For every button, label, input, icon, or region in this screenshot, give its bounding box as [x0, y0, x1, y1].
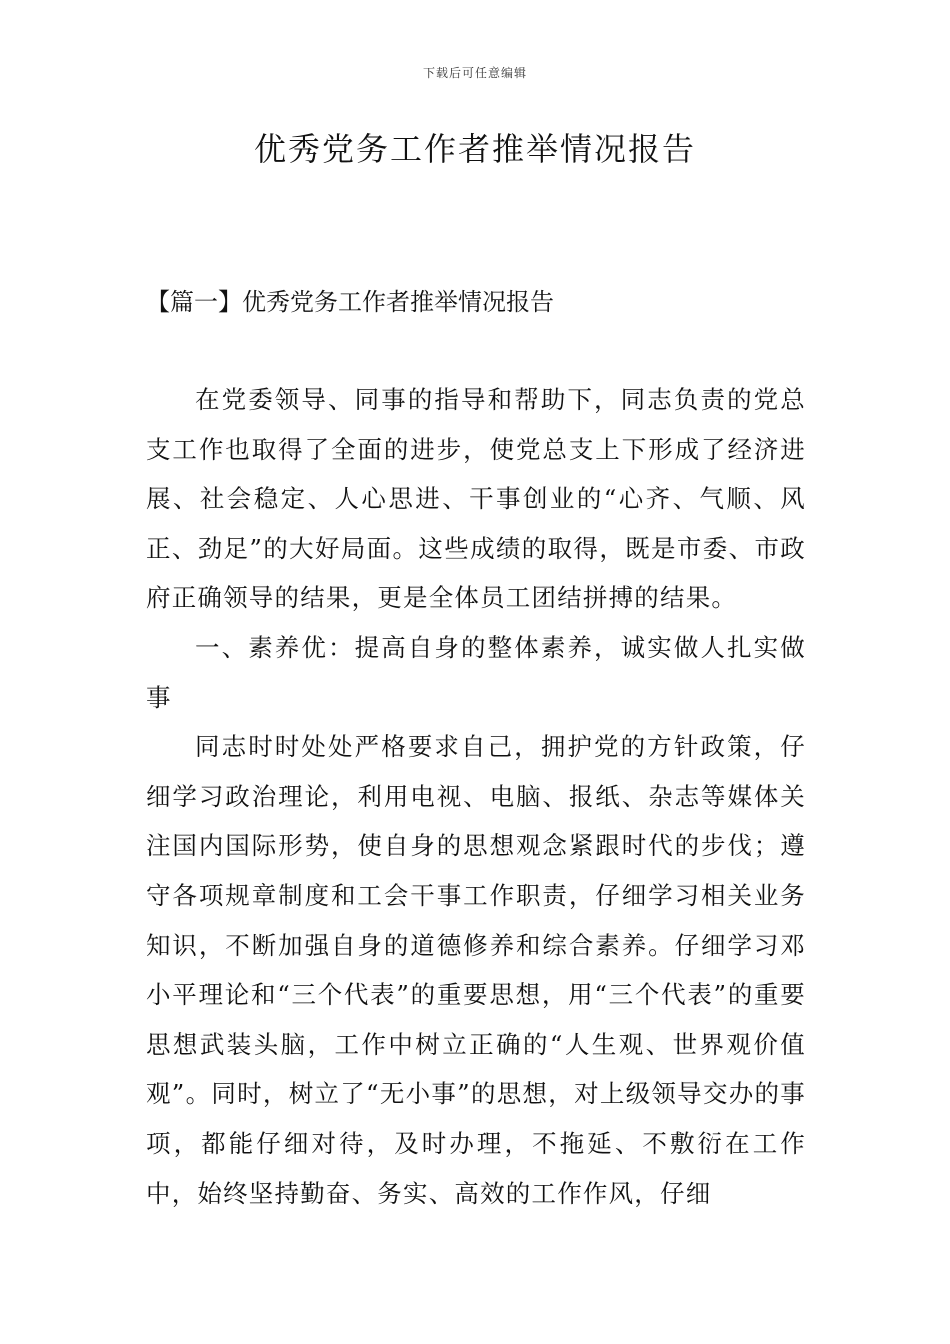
paragraph-intro: 在党委领导、同事的指导和帮助下，同志负责的党总支工作也取得了全面的进步，使党总支上下形成了经济进展、社会稳定、人心思进、干事创业的“心齐、气顺、风正、劲足”的大好局面。这些成绩的取得，既是市委、市政府正确领导的结果，更是全体员工团结拼搏的结果。: [146, 385, 806, 613]
paragraph-detail: 同志时时处处严格要求自己，拥护党的方针政策，仔细学习政治理论，利用电视、电脑、报纸、杂志等媒体关注国内国际形势，使自身的思想观念紧跟时代的步伐；遵守各项规章制度和工会干事工作职责，仔细学习相关业务知识，不断加强自身的道德修养和综合素养。仔细学习邓小平理论和“三个代表”的重要思想，用“三个代表”的重要思想武装头脑，工作中树立正确的“人生观、世界观价值观”。同时，树立了“无小事”的思想，对上级领导交办的事项，都能仔细对待，及时办理，不拖延、不敷衍在工作中，始终坚持勤奋、务实、高效的工作作风，仔细: [146, 732, 806, 1208]
paragraph-subheading: 一、素养优：提高自身的整体素养，诚实做人扎实做事: [146, 632, 806, 712]
header-note: 下载后可任意编辑: [422, 66, 527, 80]
document-body: [146, 375, 806, 1218]
section-heading: 【篇一】优秀党务工作者推举情况报告: [146, 288, 554, 316]
document-title: 优秀党务工作者推举情况报告: [253, 130, 696, 168]
